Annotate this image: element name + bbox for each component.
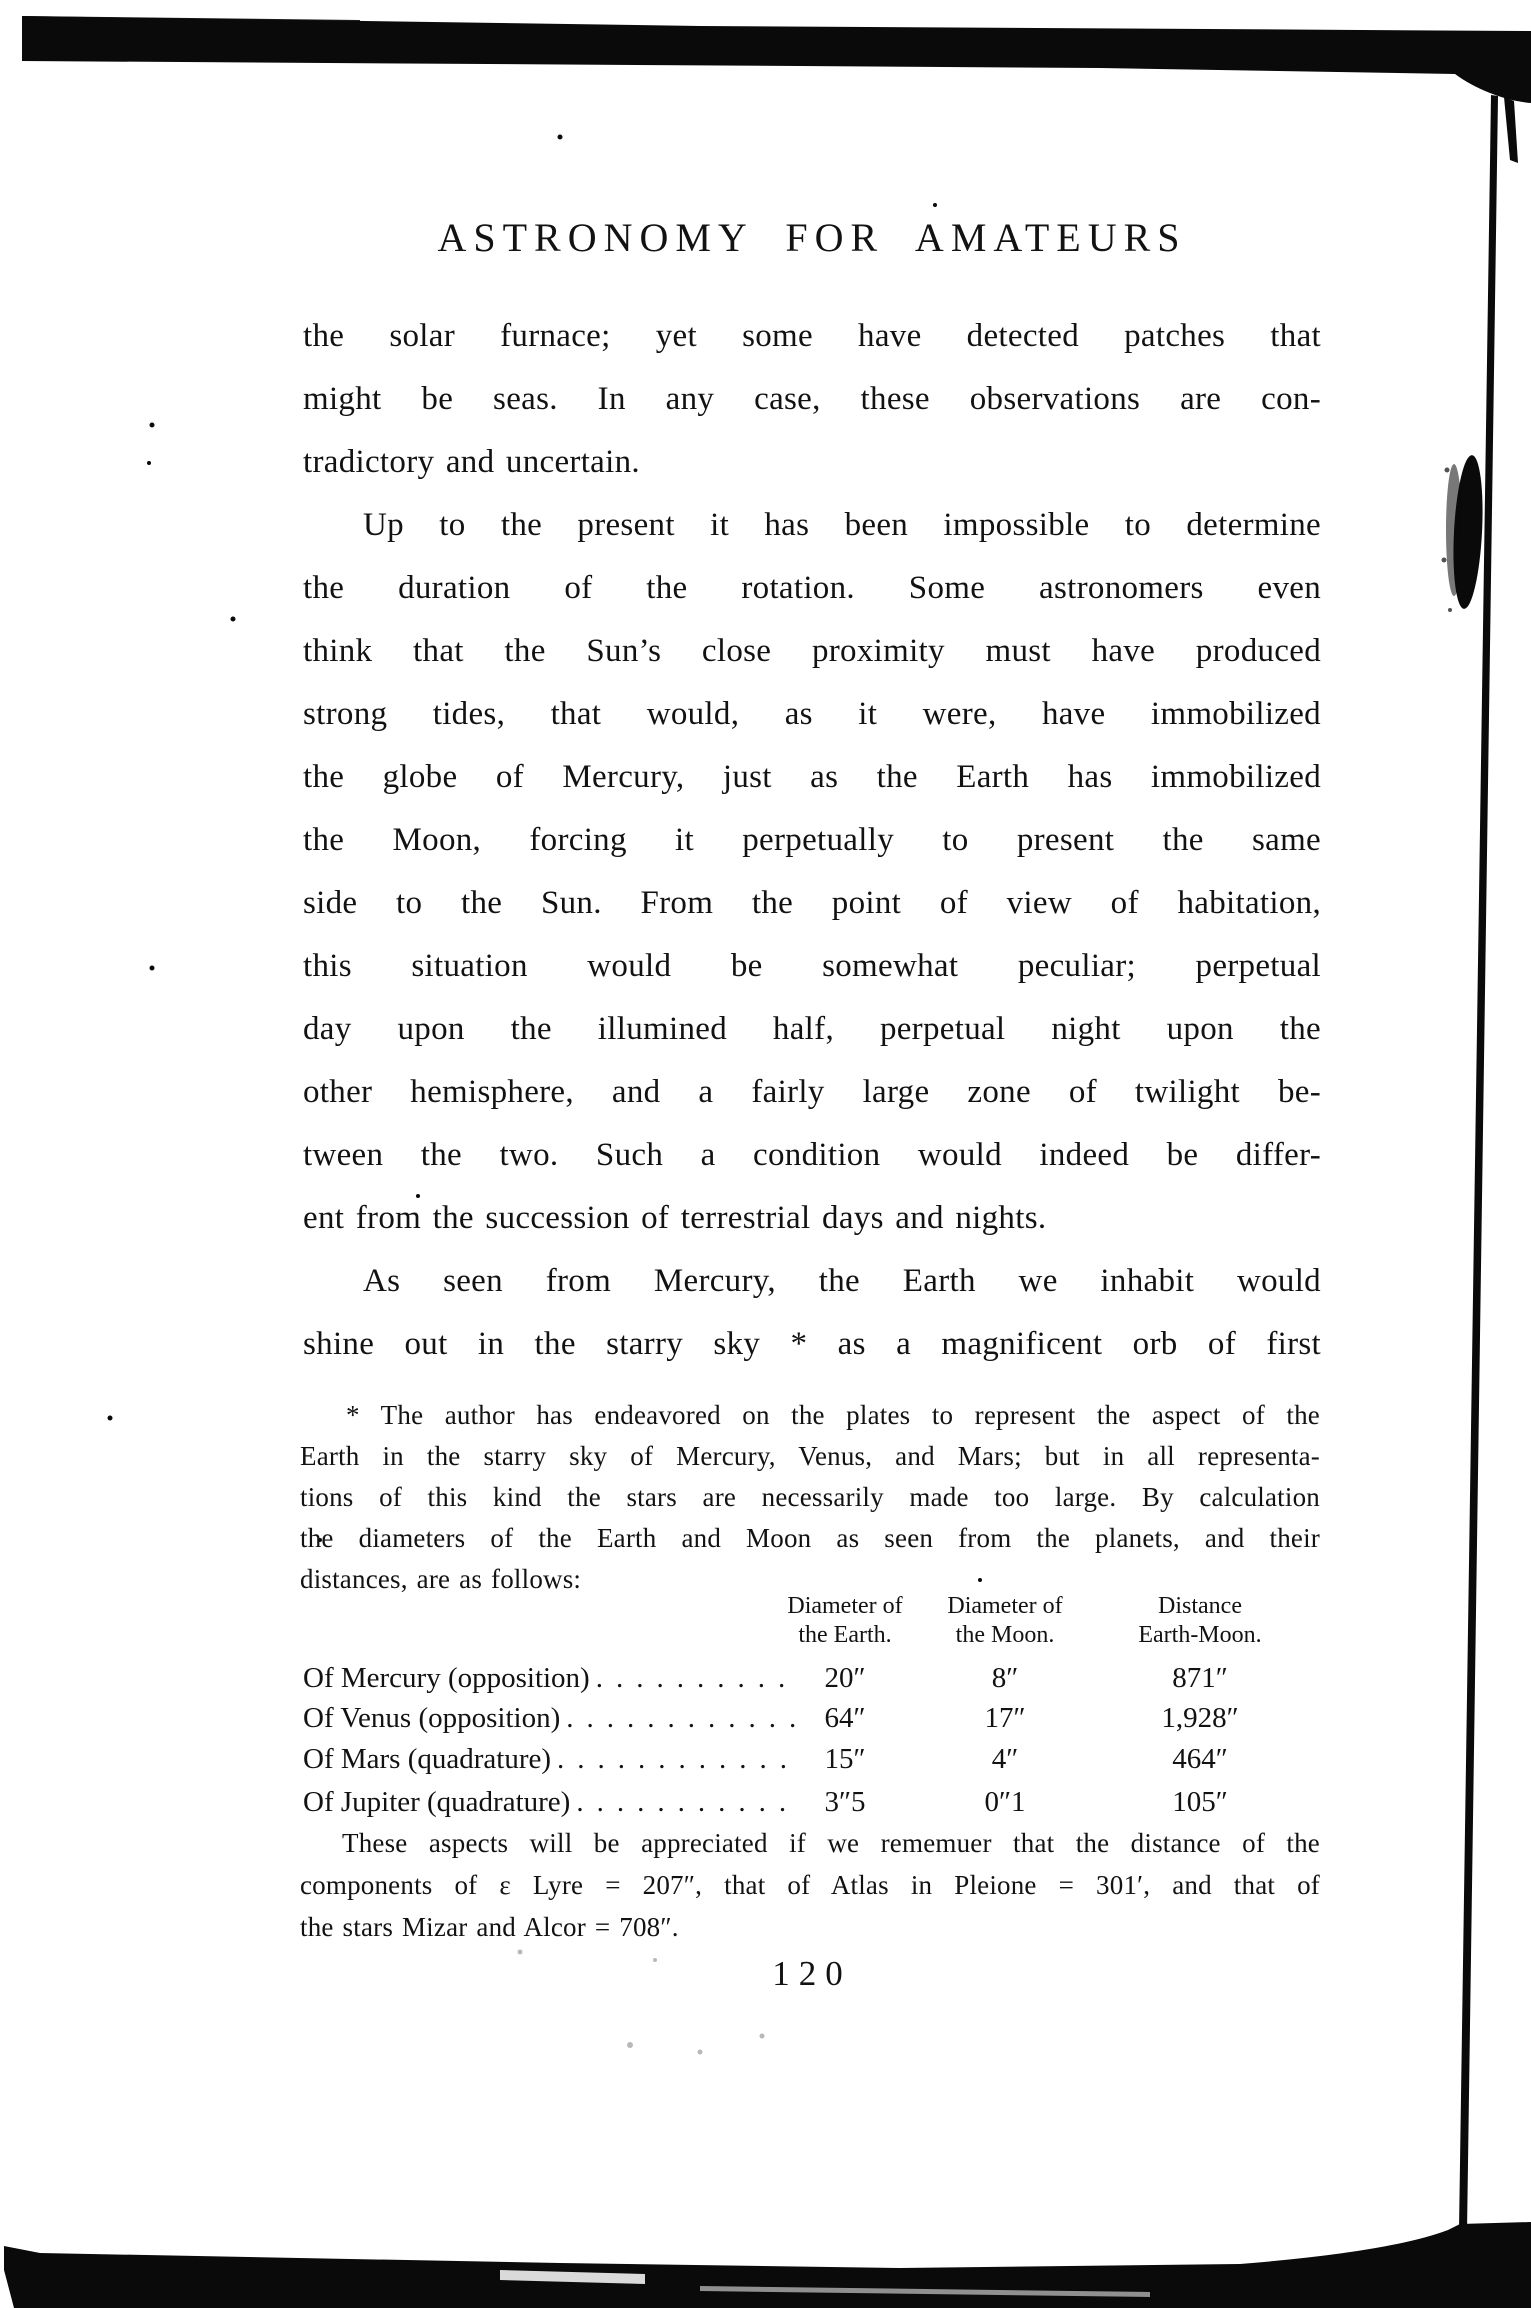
- body-line: might be seas. In any case, these observations are con-: [303, 381, 1321, 417]
- footnote-line: * The author has endeavored on the plates to represent the aspect of the: [346, 1400, 1320, 1430]
- table-header-line: the Moon.: [955, 1622, 1055, 1648]
- moon-diameter-value: 8″: [991, 1662, 1019, 1694]
- body-line: think that the Sun’s close proximity must have produced: [303, 633, 1321, 669]
- table-row: [303, 1657, 1321, 1699]
- row-label: Of Venus (opposition): [303, 1702, 561, 1734]
- body-line: day upon the illumined half, perpetual night upon the: [303, 1011, 1321, 1047]
- row-label: Of Mars (quadrature): [303, 1743, 552, 1775]
- footnote-line: the diameters of the Earth and Moon as seen from the planets, and their: [300, 1523, 1320, 1553]
- scan-bottom-band: [4, 2222, 1531, 2308]
- body-line: the globe of Mercury, just as the Earth has immobilized: [303, 759, 1321, 795]
- body-line: the Moon, forcing it perpetually to present the same: [303, 822, 1321, 858]
- body-line: side to the Sun. From the point of view of habitation,: [303, 885, 1321, 921]
- scan-drip: [1504, 97, 1518, 163]
- earth-moon-distance-value: 871″: [1172, 1662, 1228, 1694]
- footnote-line: components of ε Lyre = 207″, that of Atlas in Pleione = 301′, and that of: [300, 1870, 1320, 1900]
- dot-leader: ............: [557, 1743, 801, 1775]
- row-label: Of Mercury (opposition): [303, 1662, 590, 1694]
- dot-leader: ..........: [595, 1662, 799, 1694]
- earth-diameter-value: 64″: [824, 1702, 866, 1734]
- table-header-distance: [1062, 1592, 1338, 1650]
- earth-moon-distance-value: 1,928″: [1161, 1702, 1239, 1734]
- earth-diameter-value: 20″: [824, 1662, 866, 1694]
- moon-diameter-value: 17″: [984, 1702, 1026, 1734]
- body-line: other hemisphere, and a fairly large zone of twilight be-: [303, 1074, 1321, 1110]
- footnote-line: the stars Mizar and Alcor = 708″.: [300, 1912, 679, 1942]
- footnote-line: distances, are as follows:: [300, 1564, 582, 1594]
- body-line: As seen from Mercury, the Earth we inhabit would: [363, 1263, 1321, 1299]
- footnote-closing: [300, 1822, 1320, 1948]
- main-text: [303, 305, 1321, 1376]
- body-line: tradictory and uncertain.: [303, 444, 640, 480]
- footnote-line: Earth in the starry sky of Mercury, Venus, and Mars; but in all representa-: [300, 1441, 1320, 1471]
- earth-diameter-value: 3″5: [824, 1786, 866, 1818]
- table-row: [303, 1781, 1321, 1823]
- dot-leader: ...........: [576, 1786, 800, 1818]
- body-line: the duration of the rotation. Some astronomers even: [303, 570, 1321, 606]
- body-line: shine out in the starry sky * as a magnificent orb of first: [303, 1326, 1321, 1362]
- footnote-line: These aspects will be appreciated if we rememuer that the distance of the: [342, 1828, 1320, 1858]
- footnote: [300, 1395, 1320, 1600]
- dot-leader: ............: [566, 1702, 810, 1734]
- moon-diameter-value: 4″: [991, 1743, 1019, 1775]
- moon-diameter-value: 0″1: [984, 1786, 1026, 1818]
- body-line: Up to the present it has been impossible to determine: [363, 507, 1321, 543]
- page-number: 120: [772, 1954, 852, 1993]
- body-line: strong tides, that would, as it were, have immobilized: [303, 696, 1321, 732]
- table-row: [303, 1738, 1321, 1780]
- table-header-line: Distance: [1158, 1593, 1242, 1619]
- body-line: ent from the succession of terrestrial days and nights.: [303, 1200, 1047, 1236]
- row-label: Of Jupiter (quadrature): [303, 1786, 571, 1818]
- body-line: the solar furnace; yet some have detected patches that: [303, 318, 1321, 354]
- scan-page-edge-line: [1459, 95, 1498, 2232]
- table-header-line: Diameter of: [787, 1593, 903, 1619]
- earth-moon-distance-value: 464″: [1172, 1743, 1228, 1775]
- earth-diameter-value: 15″: [824, 1743, 866, 1775]
- earth-moon-distance-value: 105″: [1172, 1786, 1228, 1818]
- table-row: [303, 1697, 1321, 1739]
- page-title: ASTRONOMY FOR AMATEURS: [437, 215, 1187, 260]
- table-header-line: the Earth.: [798, 1622, 892, 1648]
- table-header-line: Earth-Moon.: [1138, 1622, 1262, 1648]
- body-line: this situation would be somewhat peculiar; perpetual: [303, 948, 1321, 984]
- footnote-line: tions of this kind the stars are necessarily made too large. By calculation: [300, 1482, 1320, 1512]
- table-header-line: Diameter of: [947, 1593, 1063, 1619]
- body-line: tween the two. Such a condition would indeed be differ-: [303, 1137, 1321, 1173]
